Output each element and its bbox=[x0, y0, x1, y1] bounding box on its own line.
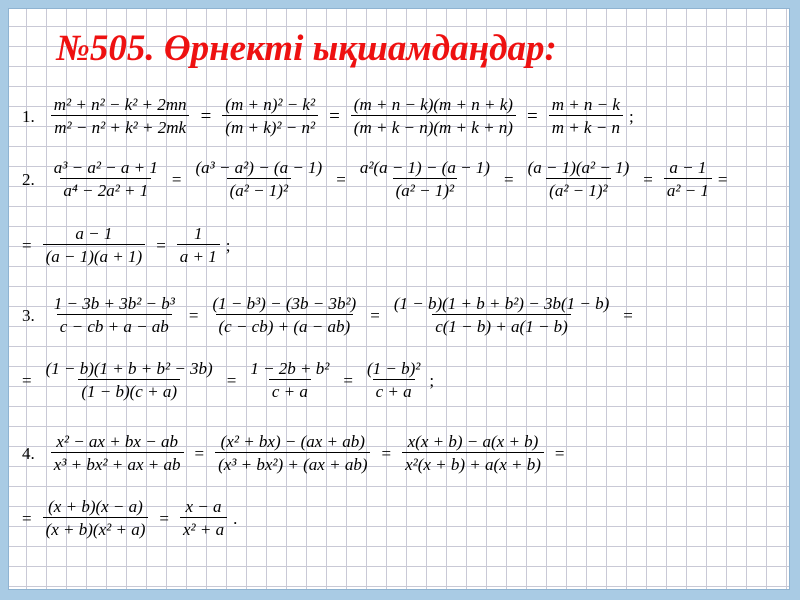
equals-sign: = bbox=[381, 443, 392, 463]
denominator: (m + k)² − n² bbox=[222, 115, 318, 136]
equation-row-3 bbox=[22, 225, 231, 265]
numerator: 1 bbox=[194, 224, 203, 243]
equals-sign: = bbox=[370, 305, 380, 325]
equals-sign: = bbox=[343, 370, 353, 390]
numerator: (1 − b)(1 + b + b² − 3b) bbox=[45, 359, 213, 378]
numerator: (m + n)² − k² bbox=[225, 95, 316, 114]
fraction bbox=[351, 96, 516, 136]
fraction bbox=[549, 96, 623, 136]
fraction bbox=[51, 96, 190, 136]
problem-number: 1. bbox=[22, 106, 35, 126]
numerator: (1 − b)(1 + b + b²) − 3b(1 − b) bbox=[393, 294, 610, 313]
equals-sign: = bbox=[526, 105, 538, 127]
numerator: a − 1 bbox=[75, 224, 113, 243]
fraction bbox=[43, 225, 146, 265]
equals-sign: = bbox=[22, 508, 32, 528]
row-terminator: . bbox=[233, 508, 238, 528]
equation-row-4 bbox=[22, 295, 642, 335]
equals-sign: = bbox=[22, 235, 32, 255]
fraction bbox=[180, 498, 227, 538]
denominator: c + a bbox=[373, 379, 415, 400]
grid-sheet bbox=[8, 8, 790, 590]
denominator: (1 − b)(c + a) bbox=[78, 379, 180, 400]
row-terminator: ; bbox=[429, 370, 435, 390]
row-terminator: ; bbox=[225, 235, 231, 255]
denominator: a² − 1 bbox=[664, 178, 712, 199]
numerator: 1 − 3b + 3b² − b³ bbox=[53, 294, 175, 313]
equals-sign: = bbox=[554, 443, 565, 463]
numerator: x² − ax + bx − ab bbox=[56, 432, 178, 451]
denominator: a + 1 bbox=[177, 244, 220, 265]
fraction bbox=[51, 159, 161, 199]
fraction bbox=[51, 295, 178, 335]
denominator: (a² − 1)² bbox=[393, 178, 458, 199]
fraction bbox=[364, 360, 423, 400]
numerator: x − a bbox=[185, 497, 222, 516]
fraction bbox=[43, 360, 216, 400]
numerator: (a − 1)(a² − 1) bbox=[527, 158, 630, 177]
equals-sign: = bbox=[194, 443, 205, 463]
numerator: (x² + bx) − (ax + ab) bbox=[220, 432, 365, 451]
fraction bbox=[192, 159, 325, 199]
equals-sign: = bbox=[643, 169, 653, 189]
denominator: x² + a bbox=[180, 517, 227, 538]
row-terminator: = bbox=[717, 169, 728, 189]
equation-row-5 bbox=[22, 360, 434, 400]
numerator: (1 − b³) − (3b − 3b²) bbox=[212, 294, 357, 313]
fraction bbox=[209, 295, 359, 335]
numerator: (m + n − k)(m + n + k) bbox=[353, 95, 513, 114]
equals-sign: = bbox=[188, 305, 199, 325]
numerator: a²(a − 1) − (a − 1) bbox=[359, 158, 490, 177]
fraction bbox=[391, 295, 612, 335]
equals-sign: = bbox=[200, 105, 212, 127]
numerator: m² + n² − k² + 2mn bbox=[53, 95, 187, 114]
fraction bbox=[664, 159, 712, 199]
equals-sign: = bbox=[336, 169, 346, 189]
equals-sign: = bbox=[22, 370, 32, 390]
fraction bbox=[525, 159, 633, 199]
numerator: m + n − k bbox=[551, 95, 620, 114]
fraction bbox=[357, 159, 493, 199]
denominator: m + k − n bbox=[549, 115, 623, 136]
fraction bbox=[402, 433, 544, 473]
equals-sign: = bbox=[503, 169, 514, 189]
numerator: a³ − a² − a + 1 bbox=[53, 158, 158, 177]
equation-row-7 bbox=[22, 498, 237, 538]
equals-sign: = bbox=[159, 508, 169, 528]
equals-sign: = bbox=[329, 105, 340, 127]
equals-sign: = bbox=[156, 235, 166, 255]
denominator: c − cb + a − ab bbox=[57, 314, 172, 335]
fraction bbox=[51, 433, 184, 473]
numerator: (x + b)(x − a) bbox=[48, 497, 143, 516]
row-terminator: ; bbox=[628, 106, 634, 126]
denominator: x³ + bx² + ax + ab bbox=[51, 452, 184, 473]
denominator: (m + k − n)(m + k + n) bbox=[351, 115, 516, 136]
denominator: c + a bbox=[269, 379, 311, 400]
problem-number: 4. bbox=[22, 443, 35, 463]
page-title: №505. Өрнекті ықшамдаңдар: bbox=[56, 28, 557, 69]
denominator: a⁴ − 2a² + 1 bbox=[60, 178, 151, 199]
denominator: (x + b)(x² + a) bbox=[43, 517, 149, 538]
fraction bbox=[43, 498, 149, 538]
fraction bbox=[177, 225, 220, 265]
numerator: 1 − 2b + b² bbox=[250, 359, 330, 378]
denominator: (a − 1)(a + 1) bbox=[43, 244, 146, 265]
equation-row-1 bbox=[22, 96, 634, 136]
numerator: (a³ − a²) − (a − 1) bbox=[195, 158, 323, 177]
denominator: x²(x + b) + a(x + b) bbox=[402, 452, 544, 473]
numerator: a − 1 bbox=[669, 158, 707, 177]
problem-number: 2. bbox=[22, 169, 35, 189]
denominator: c(1 − b) + a(1 − b) bbox=[432, 314, 571, 335]
fraction bbox=[222, 96, 318, 136]
fraction bbox=[215, 433, 370, 473]
denominator: m² − n² + k² + 2mk bbox=[51, 115, 189, 136]
denominator: (a² − 1)² bbox=[546, 178, 611, 199]
denominator: (c − cb) + (a − ab) bbox=[216, 314, 354, 335]
numerator: x(x + b) − a(x + b) bbox=[407, 432, 539, 451]
equation-row-6 bbox=[22, 433, 573, 473]
fraction bbox=[247, 360, 332, 400]
denominator: (x³ + bx²) + (ax + ab) bbox=[215, 452, 370, 473]
equals-sign: = bbox=[623, 305, 633, 325]
equals-sign: = bbox=[171, 169, 182, 189]
equation-row-2 bbox=[22, 159, 728, 199]
equals-sign: = bbox=[226, 370, 237, 390]
denominator: (a² − 1)² bbox=[227, 178, 292, 199]
numerator: (1 − b)² bbox=[366, 359, 421, 378]
problem-number: 3. bbox=[22, 305, 35, 325]
